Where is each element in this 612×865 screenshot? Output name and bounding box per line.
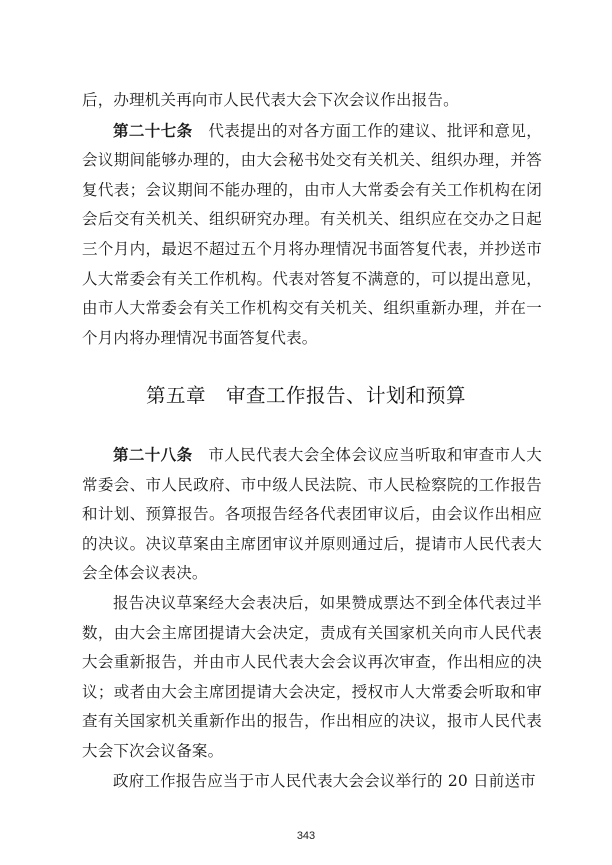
article-27-paragraph	[82, 116, 542, 354]
body-bottom	[82, 440, 542, 796]
continuation-paragraph: 后，办理机关再向市人民代表大会下次会议作出报告。	[82, 91, 459, 109]
article-28-paragraph	[82, 440, 542, 589]
page-number: 343	[296, 830, 316, 842]
article-28-number: 第二十八条	[113, 445, 193, 464]
article-28-paragraph-2: 报告决议草案经大会表决后，如果赞成票达不到全体代表过半数，由大会主席团提请大会决定，责成有关国家机关向市人民代表大会重新报告，并由市人民代表大会会议再次审查，作出相应的决议；或者由大会主席团提请大会决定，授权市人大常委会听取和审查有关国家机关重新作出的报告，作出相应的决议，报市人民代表大会下次会议备案。	[82, 593, 542, 760]
article-28-paragraph-3: 政府工作报告应当于市人民代表大会会议举行的 20 日前送市	[113, 771, 536, 790]
chapter-heading	[0, 380, 612, 408]
body-top	[82, 86, 542, 353]
chapter-number: 第五章	[145, 384, 206, 407]
article-28-text: 市人民代表大会全体会议应当听取和审查市人大常委会、市人民政府、市中级人民法院、市人民检察院的工作报告和计划、预算报告。各项报告经各代表团审议后，由会议作出相应的决议。决议草案由主席团审议并原则通过后，提请市人民代表大会全体会议表决。	[82, 446, 542, 583]
article-27-text: 代表提出的对各方面工作的建议、批评和意见，会议期间能够办理的，由大会秘书处交有关机关、组织办理，并答复代表；会议期间不能办理的，由市人大常委会有关工作机构在闭会后交有关机关、组织研究办理。有关机关、组织应在交办之日起三个月内，最迟不超过五个月将办理情况书面答复代表，并抄送市人大常委会有关工作机构。代表对答复不满意的，可以提出意见，由市人大常委会有关工作机构交有关机关、组织重新办理，并在一个月内将办理情况书面答复代表。	[82, 121, 542, 347]
article-27-number: 第二十七条	[113, 120, 193, 140]
chapter-title: 审查工作报告、计划和预算	[226, 384, 467, 407]
